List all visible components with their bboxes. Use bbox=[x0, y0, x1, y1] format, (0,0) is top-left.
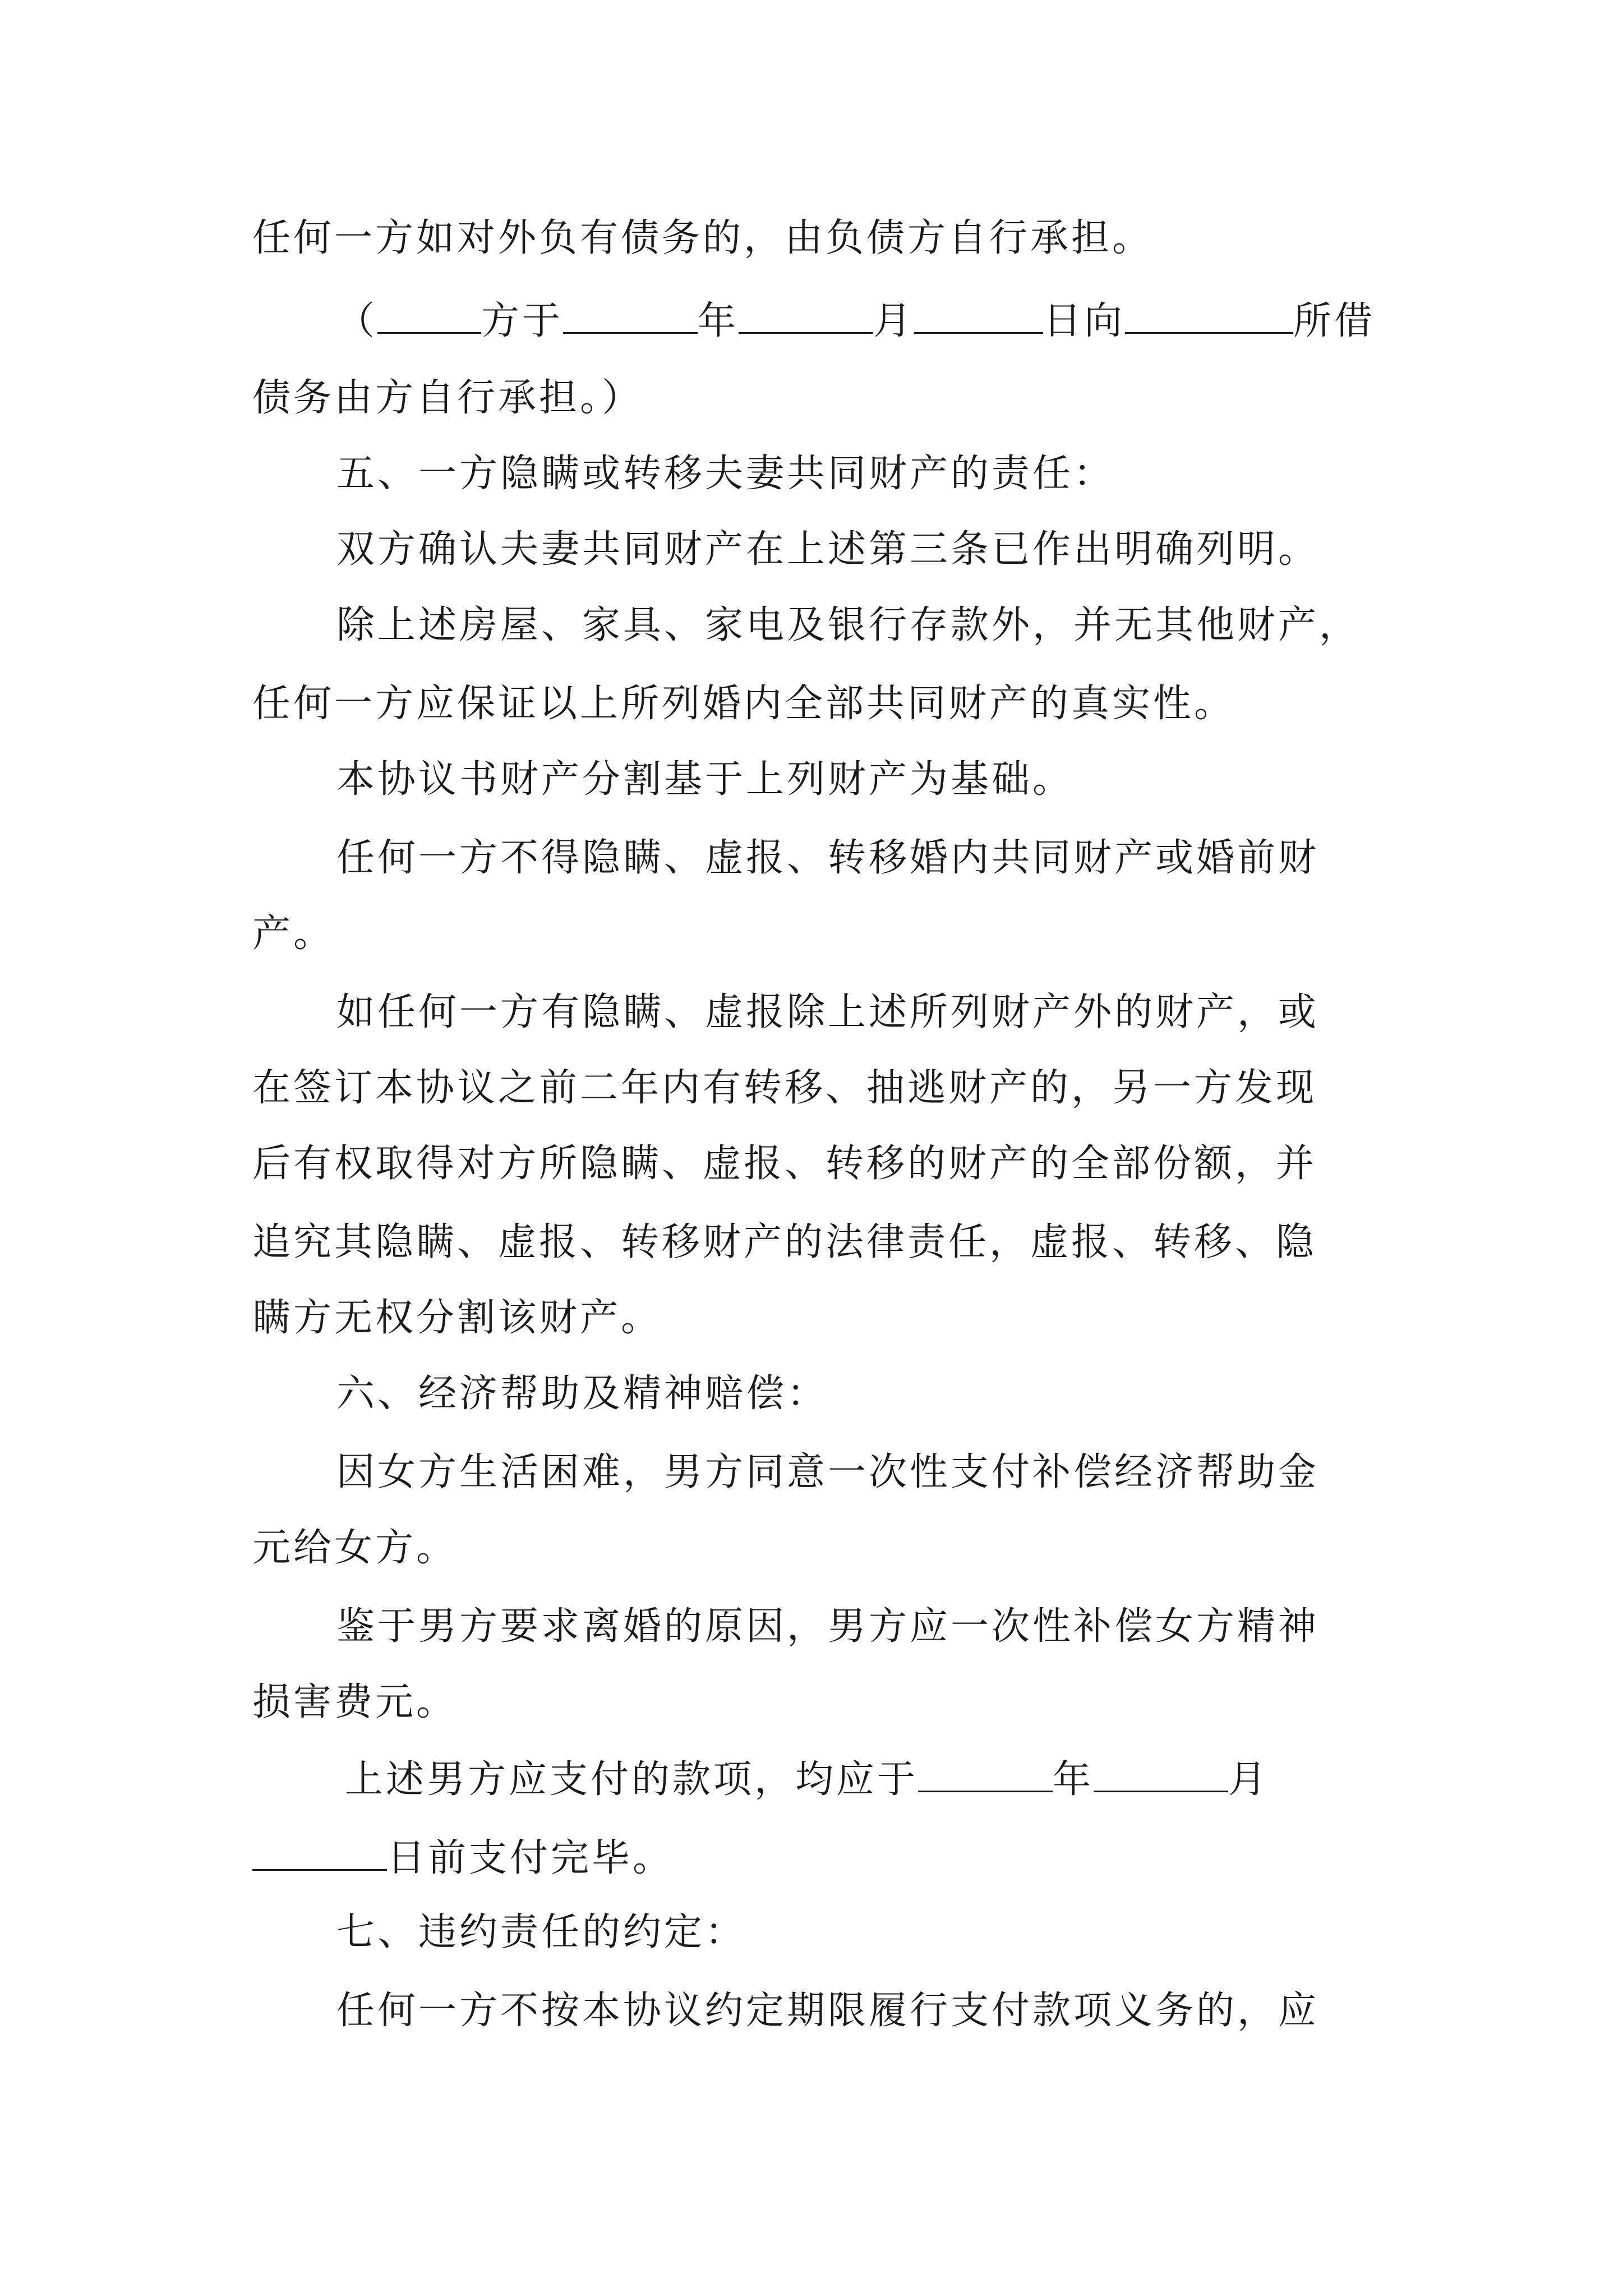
blank-field bbox=[918, 1756, 1053, 1792]
text-span: 所借 bbox=[1293, 299, 1376, 342]
text-span: （ bbox=[336, 299, 378, 342]
text-line bbox=[252, 1680, 1385, 1725]
text-span: 鉴于男方要求离婚的原因，男方应一次性补偿女方精神 bbox=[336, 1604, 1320, 1649]
text-line bbox=[252, 682, 1385, 726]
blank-field bbox=[252, 1834, 387, 1871]
section-heading bbox=[336, 1910, 1385, 1955]
text-line bbox=[336, 603, 1385, 648]
text-span: 五、一方隐瞒或转移夫妻共同财产的责任： bbox=[336, 452, 1115, 496]
text-span: 本协议书财产分割基于上列财产为基础。 bbox=[336, 757, 1074, 802]
text-span: 元给女方。 bbox=[252, 1526, 458, 1570]
text-line-with-blanks bbox=[336, 297, 1385, 342]
text-span: 方于 bbox=[481, 299, 564, 342]
blank-field bbox=[739, 297, 873, 334]
text-span: 损害费元。 bbox=[252, 1680, 458, 1724]
text-span: 产。 bbox=[252, 912, 335, 956]
text-span: 任何一方不按本协议约定期限履行支付款项义务的，应 bbox=[336, 1989, 1320, 2033]
text-span: 任何一方应保证以上所列婚内全部共同财产的真实性。 bbox=[252, 682, 1235, 726]
text-span: 后有权取得对方所隐瞒、虚报、转移的财产的全部份额，并 bbox=[252, 1142, 1317, 1186]
section-heading bbox=[336, 1372, 1385, 1416]
text-line-with-blanks bbox=[345, 1756, 1385, 1801]
text-line bbox=[252, 1296, 1385, 1341]
text-span: 日向 bbox=[1043, 299, 1126, 342]
text-line bbox=[336, 527, 1385, 572]
text-line bbox=[336, 1604, 1385, 1649]
text-line bbox=[336, 836, 1385, 881]
text-span: 上述男方应支付的款项，均应于 bbox=[345, 1757, 919, 1801]
text-line bbox=[252, 216, 1385, 261]
text-span: 月 bbox=[873, 299, 915, 342]
text-line bbox=[252, 912, 1385, 956]
blank-field bbox=[1125, 297, 1293, 334]
text-line bbox=[252, 1142, 1385, 1186]
text-span: 双方确认夫妻共同财产在上述第三条已作出明确列明。 bbox=[336, 527, 1320, 572]
text-line bbox=[252, 1220, 1385, 1265]
text-line bbox=[336, 990, 1385, 1035]
blank-field bbox=[1094, 1756, 1228, 1792]
text-line bbox=[252, 1526, 1385, 1571]
text-line bbox=[252, 1066, 1385, 1111]
text-span: 债务由方自行承担。） bbox=[252, 376, 643, 420]
text-span: 七、违约责任的约定： bbox=[336, 1910, 746, 1954]
text-span: 年 bbox=[1053, 1757, 1094, 1801]
text-span: 瞒方无权分割该财产。 bbox=[252, 1296, 662, 1340]
text-span: 月 bbox=[1228, 1757, 1270, 1801]
text-span: 任何一方如对外负有债务的，由负债方自行承担。 bbox=[252, 216, 1154, 260]
blank-field bbox=[563, 297, 698, 334]
text-line bbox=[336, 1450, 1385, 1495]
text-span: 年 bbox=[698, 299, 739, 342]
text-span: 因女方生活困难，男方同意一次性支付补偿经济帮助金 bbox=[336, 1450, 1320, 1494]
text-span: 追究其隐瞒、虚报、转移财产的法律责任，虚报、转移、隐 bbox=[252, 1220, 1317, 1264]
text-line bbox=[336, 1989, 1385, 2033]
text-line bbox=[252, 376, 1385, 421]
blank-field bbox=[377, 297, 481, 334]
text-span: 六、经济帮助及精神赔偿： bbox=[336, 1372, 828, 1416]
text-span: 除上述房屋、家具、家电及银行存款外，并无其他财产， bbox=[336, 603, 1361, 647]
text-line-with-blanks bbox=[252, 1834, 1385, 1879]
text-span: 如任何一方有隐瞒、虚报除上述所列财产外的财产，或 bbox=[336, 990, 1320, 1034]
text-span: 在签订本协议之前二年内有转移、抽逃财产的，另一方发现 bbox=[252, 1066, 1317, 1110]
text-line bbox=[336, 757, 1385, 802]
text-span: 日前支付完毕。 bbox=[387, 1836, 674, 1879]
blank-field bbox=[914, 297, 1043, 334]
text-span: 任何一方不得隐瞒、虚报、转移婚内共同财产或婚前财 bbox=[336, 836, 1320, 880]
section-heading bbox=[336, 452, 1385, 496]
